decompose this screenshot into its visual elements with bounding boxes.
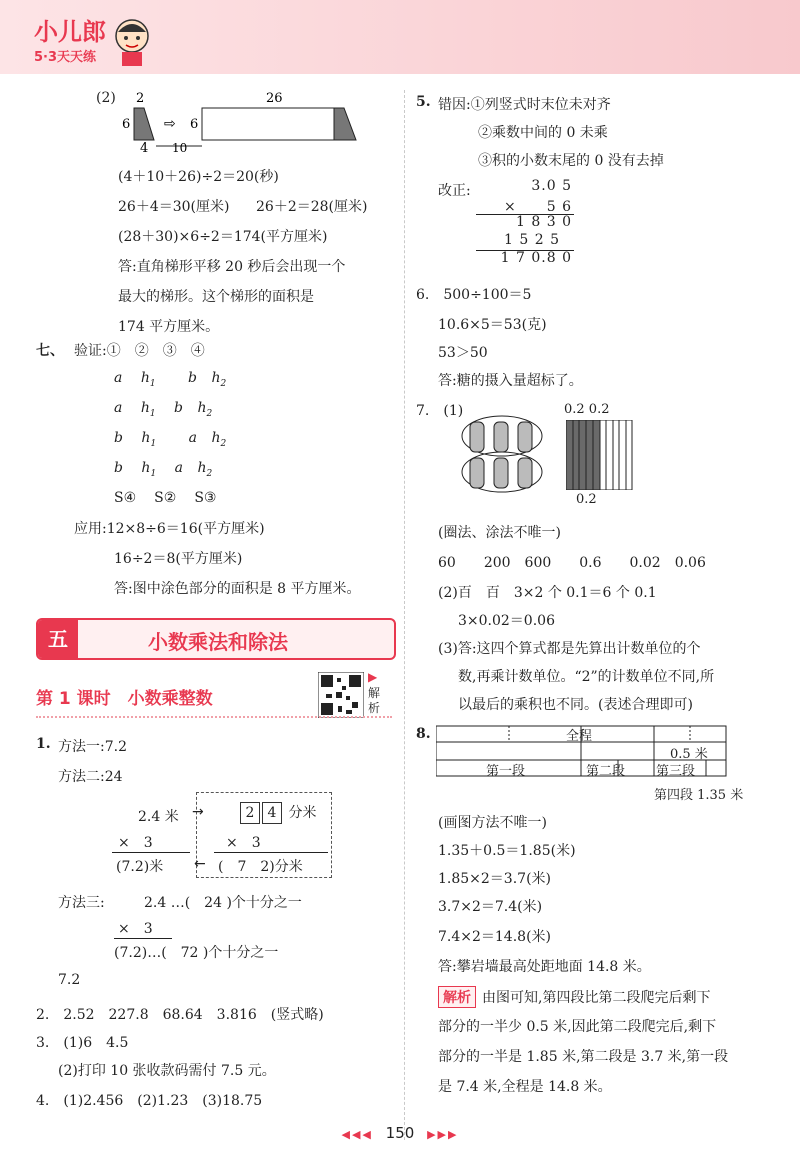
v-times-right: × 3 (226, 835, 261, 851)
q1-num: 1. (36, 736, 51, 752)
q3-answer-a: 3. (1)6 4.5 (36, 1035, 129, 1051)
decimal-grid-figure (566, 420, 636, 490)
calc-line-1: (4＋10＋26)÷2＝20(秒) (118, 169, 279, 185)
method-2: 方法二:24 (58, 769, 123, 785)
q8-calc-4: 7.4×2＝14.8(米) (438, 929, 551, 945)
qr-code-icon[interactable] (318, 672, 364, 718)
gap-label: 10 (172, 141, 188, 155)
chapter-title: 小数乘法和除法 (148, 630, 288, 654)
brand-logo: 小儿郎 (34, 18, 106, 46)
chapter-banner (36, 618, 396, 660)
brand-slogan: 5·3天天练 (34, 50, 97, 65)
lesson-title: 第 1 课时 小数乘整数 (36, 689, 213, 709)
q4-answer: 4. (1)2.456 (2)1.23 (3)18.75 (36, 1093, 263, 1109)
calc-line-3: (28＋30)×6÷2＝174(平方厘米) (118, 229, 328, 245)
q3-answer-b: (2)打印 10 张收款码需付 7.5 元。 (58, 1063, 276, 1079)
q7-note: (圈法、涂法不唯一) (438, 525, 561, 541)
q8-note: (画图方法不唯一) (438, 815, 547, 831)
parse-line-4: 是 7.4 米,全程是 14.8 米。 (438, 1079, 612, 1095)
rect-top-label: 26 (266, 91, 283, 106)
parse-tag: 解析 (438, 986, 476, 1008)
q7-top-label: 0.2 0.2 (564, 402, 610, 417)
answer-line-1: 答:直角梯形平移 20 秒后会出现一个 (118, 259, 346, 275)
verify-row-4: b $h_1$ a $h_2$ (114, 460, 213, 479)
trap-top-label: 2 (136, 91, 145, 106)
q8-calc-3: 3.7×2＝7.4(米) (438, 899, 543, 915)
method-1: 方法一:7.2 (58, 739, 127, 755)
m3-row-1: 2.4 …( 24 )个十分之一 (144, 895, 302, 911)
calc-1: 3.0 5 (531, 178, 572, 194)
bundles-figure (458, 412, 548, 494)
answer-line-2: 最大的梯形。这个梯形的面积是 (118, 289, 314, 305)
mascot-icon (112, 16, 152, 68)
verify-s-row: S④ S② S③ (114, 490, 217, 506)
q6-line-4: 答:糖的摄入量超标了。 (438, 373, 583, 389)
trap-left-label: 6 (122, 117, 131, 132)
v-rule-left (112, 852, 190, 853)
q7-head: 七、 (36, 343, 64, 359)
q6-line-3: 53＞50 (438, 345, 488, 361)
q8-seg-2: 第二段 (586, 764, 626, 779)
arrow-right-icon: → (192, 804, 204, 820)
q8-calc-2: 1.85×2＝3.7(米) (438, 871, 551, 887)
fix-label: 改正: (438, 183, 471, 199)
q7-2: (2)百 百 3×2 个 0.1＝6 个 0.1 (438, 585, 657, 601)
q7-verify: 验证:① ② ③ ④ (74, 343, 205, 359)
app-line-2: 16÷2＝8(平方厘米) (114, 551, 243, 567)
parse-line-1: 解析 由图可知,第四段比第二段爬完后剩下 (438, 986, 710, 1008)
answer-line-3: 174 平方厘米。 (118, 319, 220, 335)
q7-3b: 数,再乘计数单位。“2”的计数单位不同,所 (458, 669, 715, 685)
calc-2: × 5 6 (504, 199, 572, 215)
column-divider (404, 90, 405, 1140)
app-line-3: 答:图中涂色部分的面积是 8 平方厘米。 (114, 581, 361, 597)
m3-rule (114, 938, 172, 939)
q7-label: 7. (1) (416, 403, 464, 419)
q8-full: 全程 (566, 729, 593, 744)
q8-seg-1: 第一段 (486, 764, 526, 779)
q8-half: 0.5 米 (670, 747, 708, 762)
lesson-divider (36, 716, 392, 718)
play-icon[interactable]: ▶ (368, 670, 378, 684)
calc-4: 1 5 2 5 (504, 232, 560, 248)
q7-nums: 60 200 600 0.6 0.02 0.06 (438, 555, 706, 571)
q6-line-2: 10.6×5＝53(克) (438, 317, 547, 333)
trap-bottom-label: 4 (140, 141, 149, 156)
q2-answer: 2. 2.52 227.8 68.64 3.816 (竖式略) (36, 1007, 324, 1023)
calc-5: 1 7 0.8 0 (500, 250, 572, 266)
arrow-left-icon: ← (194, 856, 206, 872)
q7-3a: (3)答:这四个算式都是先算出计数单位的个 (438, 641, 701, 657)
q6-line-1: 6. 500÷100＝5 (416, 287, 532, 303)
v-a: 2.4 米 (138, 809, 179, 825)
q8-num: 8. (416, 726, 431, 742)
verify-row-3: b $h_1$ a $h_2$ (114, 430, 227, 449)
calc-3: 1 8 3 0 (516, 214, 572, 230)
chapter-number: 五 (38, 620, 78, 658)
q2-label: (2) (96, 90, 116, 106)
next-arrows-icon: ▶▶▶ (427, 1128, 459, 1141)
m3-row-2: × 3 (118, 921, 153, 937)
trapezoid-figure (116, 90, 366, 156)
v-boxes: 2 4 分米 (240, 802, 316, 824)
q7-3c: 以最后的乘积也不同。(表述合理即可) (458, 697, 693, 713)
q5-line-3: ③积的小数末尾的 0 没有去掉 (478, 153, 664, 169)
q8-seg-3: 第三段 (656, 764, 696, 779)
m3-row-3: (7.2)…( 72 )个十分之一 (114, 945, 279, 961)
q5-num: 5. (416, 94, 431, 110)
q5-line-1: 错因:①列竖式时末位未对齐 (438, 97, 611, 113)
method-3: 方法三: (58, 895, 105, 911)
page-number: ◀◀◀ 150 ▶▶▶ (341, 1124, 459, 1142)
calc-line-2a: 26＋4＝30(厘米) (118, 199, 230, 215)
v-rule-right (214, 852, 328, 853)
q8-calc-1: 1.35＋0.5＝1.85(米) (438, 843, 576, 859)
q5-line-2: ②乘数中间的 0 未乘 (478, 125, 608, 141)
q8-seg-4: 第四段 1.35 米 (654, 788, 744, 803)
parse-line-3: 部分的一半是 1.85 米,第二段是 3.7 米,第一段 (438, 1049, 729, 1065)
verify-row-1: a $h_1$ b $h_2$ (114, 370, 227, 389)
q7-2b: 3×0.02＝0.06 (458, 613, 555, 629)
parse-line-2: 部分的一半少 0.5 米,因此第二段爬完后,剩下 (438, 1019, 717, 1035)
q7-bottom-label: 0.2 (576, 492, 597, 507)
v-res-left: (7.2)米 (116, 859, 164, 875)
app-line-1: 应用:12×8÷6＝16(平方厘米) (74, 521, 265, 537)
rect-left-label: 6 (190, 117, 199, 132)
svg-text:⇨: ⇨ (164, 116, 176, 132)
calc-line-2b: 26＋2＝28(厘米) (256, 199, 368, 215)
lesson-tag[interactable]: 解析 (368, 686, 381, 715)
prev-arrows-icon: ◀◀◀ (341, 1128, 373, 1141)
m3-answer: 7.2 (58, 972, 81, 988)
v-times-left: × 3 (118, 835, 153, 851)
v-res-right: ( 7 2)分米 (218, 859, 303, 875)
verify-row-2: a $h_1$ b $h_2$ (114, 400, 213, 419)
q8-answer: 答:攀岩墙最高处距地面 14.8 米。 (438, 959, 651, 975)
